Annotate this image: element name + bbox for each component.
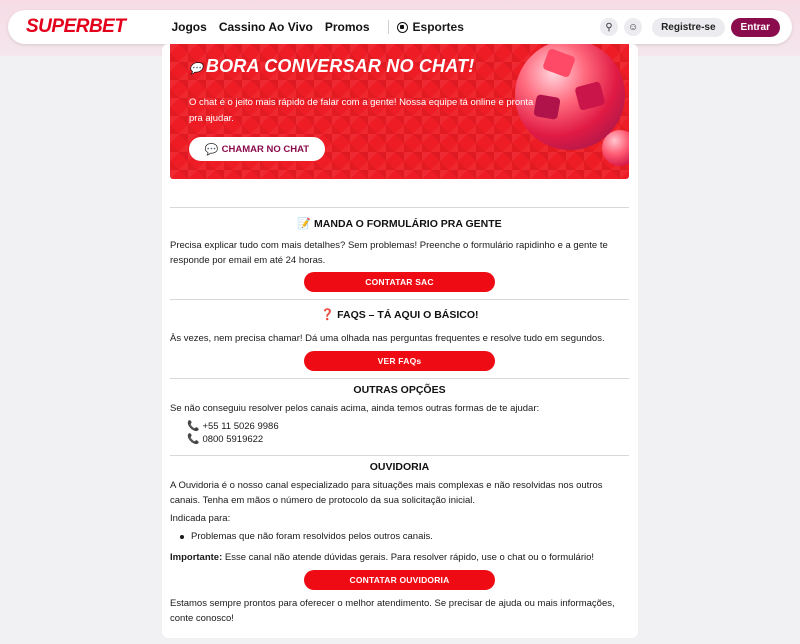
divider xyxy=(170,378,629,379)
hero-title: 💬 BORA CONVERSAR NO CHAT! xyxy=(189,56,475,76)
phone-row xyxy=(187,421,279,432)
nav-cassino-ao-vivo[interactable]: Cassino Ao Vivo xyxy=(218,20,313,34)
ombudsman-text: A Ouvidoria é o nosso canal especializado para situações mais complexas e não resolvidas nos outros canais. Tenha em mãos o número de protocolo da sua solicitação inicial. xyxy=(170,480,603,506)
nav-esportes[interactable] xyxy=(397,20,464,34)
hero-text: O chat é o jeito mais rápido de falar com a gente! Nossa equipe tá online e pronta pra ajudar. xyxy=(189,97,534,124)
faqs-button[interactable]: VER FAQs xyxy=(304,351,495,371)
form-text: Precisa explicar tudo com mais detalhes? Sem problemas! Preenche o formulário rapidinho e a gente te responde por email em até 24 horas. xyxy=(170,240,608,266)
important-note xyxy=(170,550,629,565)
nav-links xyxy=(171,20,463,34)
phone-number[interactable]: 0800 5919622 xyxy=(202,434,264,445)
closing-text: Estamos sempre prontos para oferecer o melhor atendimento. Se precisar de ajuda ou mais informações, conte conosco! xyxy=(170,598,615,624)
superbet-logo[interactable]: SUPERBET xyxy=(26,16,126,37)
divider xyxy=(170,299,629,300)
faqs-text: Às vezes, nem precisa chamar! Dá uma olhada nas perguntas frequentes e resolve tudo em segundos. xyxy=(170,333,605,344)
phone-icon: 📞 xyxy=(187,421,200,432)
question-mark-icon: ❓ xyxy=(320,309,335,321)
search-icon[interactable]: ⚲ xyxy=(600,18,618,36)
contact-sac-button[interactable]: CONTATAR SAC xyxy=(304,272,495,292)
chat-button[interactable]: 💬 CHAMAR NO CHAT xyxy=(189,137,325,161)
faqs-title: ❓ FAQS – TÁ AQUI O BÁSICO! xyxy=(320,309,479,321)
nav-jogos[interactable]: Jogos xyxy=(171,20,207,34)
indicated-label: Indicada para: xyxy=(170,513,231,524)
list-item-text: Problemas que não foram resolvidos pelos outros canais. xyxy=(191,531,433,542)
register-button[interactable]: Registre-se xyxy=(652,18,724,37)
navbar xyxy=(8,10,792,44)
support-card xyxy=(162,44,638,638)
chat-hero-banner xyxy=(170,44,629,179)
list-item xyxy=(180,531,433,542)
user-icon[interactable]: ☺ xyxy=(624,18,642,36)
nav-esportes-label: Esportes xyxy=(412,20,464,34)
login-button[interactable]: Entrar xyxy=(731,18,780,37)
important-label: Importante: xyxy=(170,552,223,563)
other-options-title: OUTRAS OPÇÕES xyxy=(353,384,446,396)
other-options-text: Se não conseguiu resolver pelos canais acima, ainda temos outras formas de te ajudar: xyxy=(170,403,540,414)
nav-promos[interactable]: Promos xyxy=(324,20,370,34)
chat-bubble-icon: 💬 xyxy=(189,63,203,75)
divider xyxy=(170,207,629,208)
form-title: 📝 MANDA O FORMULÁRIO PRA GENTE xyxy=(297,218,502,230)
nav-actions xyxy=(600,18,780,37)
ombudsman-title: OUVIDORIA xyxy=(369,461,430,473)
divider xyxy=(170,455,629,456)
phone-icon: 📞 xyxy=(187,434,200,445)
phone-row xyxy=(187,434,263,445)
nav-separator xyxy=(388,20,389,34)
memo-icon: 📝 xyxy=(297,218,312,230)
bullet-icon xyxy=(180,535,184,539)
chat-bubble-icon: 💬 xyxy=(204,143,219,156)
important-text: Esse canal não atende dúvidas gerais. Para resolver rápido, use o chat ou o formulário! xyxy=(222,552,595,563)
soccer-ball-icon xyxy=(397,22,408,33)
phone-number[interactable]: +55 11 5026 9986 xyxy=(202,421,279,432)
contact-ombudsman-button[interactable]: CONTATAR OUVIDORIA xyxy=(304,570,495,590)
small-ball-graphic-icon xyxy=(602,130,629,166)
